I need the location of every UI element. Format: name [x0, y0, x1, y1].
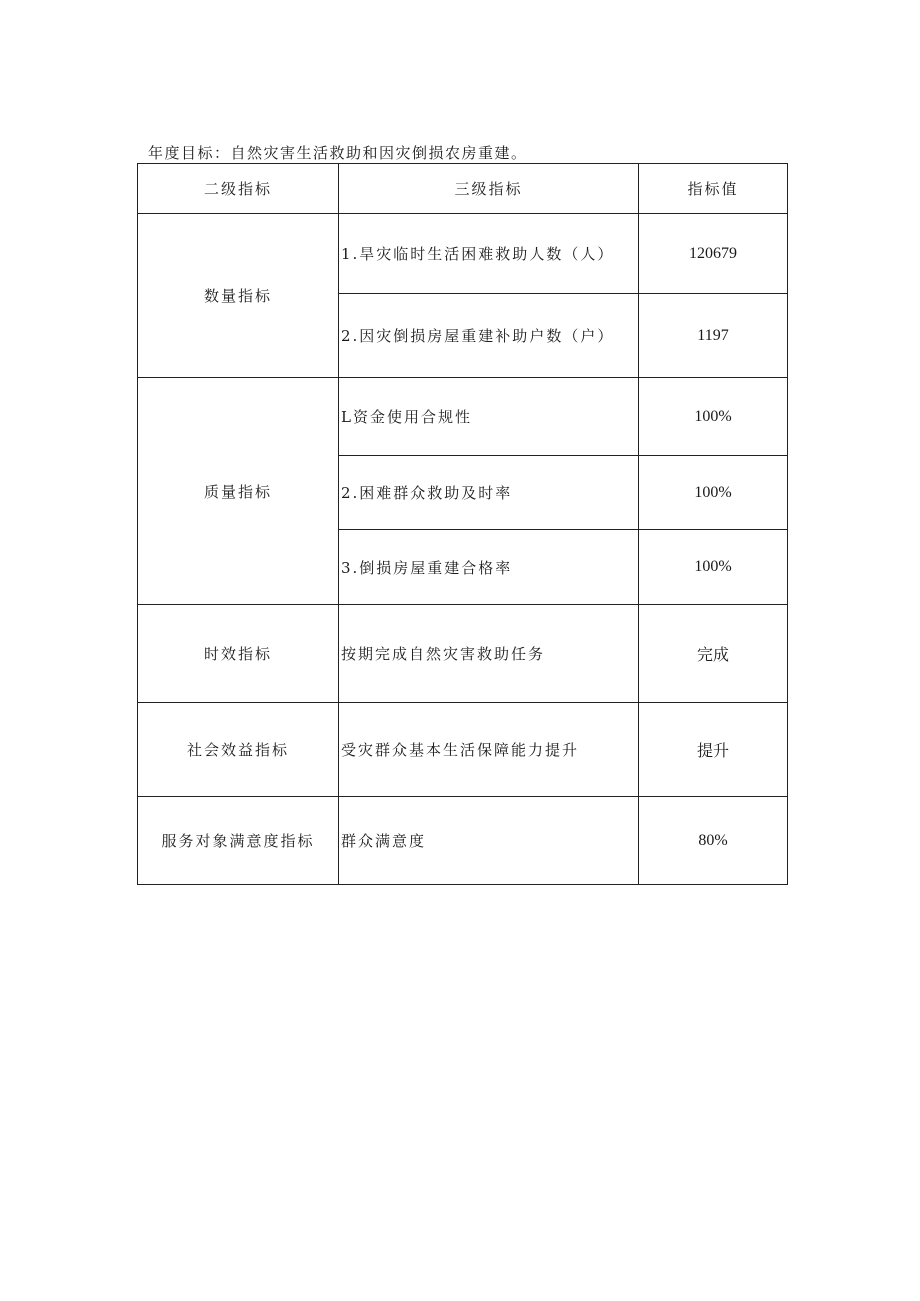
value-cell: 120679: [639, 214, 788, 294]
indicator-cell: 群众满意度: [339, 797, 639, 885]
header-secondary-indicator: 二级指标: [138, 164, 339, 214]
header-tertiary-indicator: 三级指标: [339, 164, 639, 214]
indicator-cell: 受灾群众基本生活保障能力提升: [339, 703, 639, 797]
indicator-cell: 按期完成自然灾害救助任务: [339, 605, 639, 703]
value-cell: 100%: [639, 530, 788, 605]
value-cell: 80%: [639, 797, 788, 885]
value-cell: 完成: [639, 605, 788, 703]
value-cell: 提升: [639, 703, 788, 797]
indicator-cell: 2.困难群众救助及时率: [339, 456, 639, 530]
category-cell-quantity: 数量指标: [138, 214, 339, 378]
table-header-row: [138, 164, 788, 214]
category-cell-timeliness: 时效指标: [138, 605, 339, 703]
table-row: [138, 378, 788, 456]
value-cell: 100%: [639, 456, 788, 530]
header-indicator-value: 指标值: [639, 164, 788, 214]
value-cell: 1197: [639, 294, 788, 378]
category-cell-quality: 质量指标: [138, 378, 339, 605]
performance-indicator-table: [137, 163, 788, 885]
table-row: [138, 703, 788, 797]
indicator-cell: 3.倒损房屋重建合格率: [339, 530, 639, 605]
indicator-cell: 1.旱灾临时生活困难救助人数（人）: [339, 214, 639, 294]
annual-goal-text: 年度目标：自然灾害生活救助和因灾倒损农房重建。: [148, 144, 528, 162]
indicator-cell: 2.因灾倒损房屋重建补助户数（户）: [339, 294, 639, 378]
indicator-cell: L资金使用合规性: [339, 378, 639, 456]
category-cell-social-benefit: 社会效益指标: [138, 703, 339, 797]
table-row: [138, 214, 788, 294]
category-cell-satisfaction: 服务对象满意度指标: [138, 797, 339, 885]
value-cell: 100%: [639, 378, 788, 456]
table-row: [138, 797, 788, 885]
table-row: [138, 605, 788, 703]
